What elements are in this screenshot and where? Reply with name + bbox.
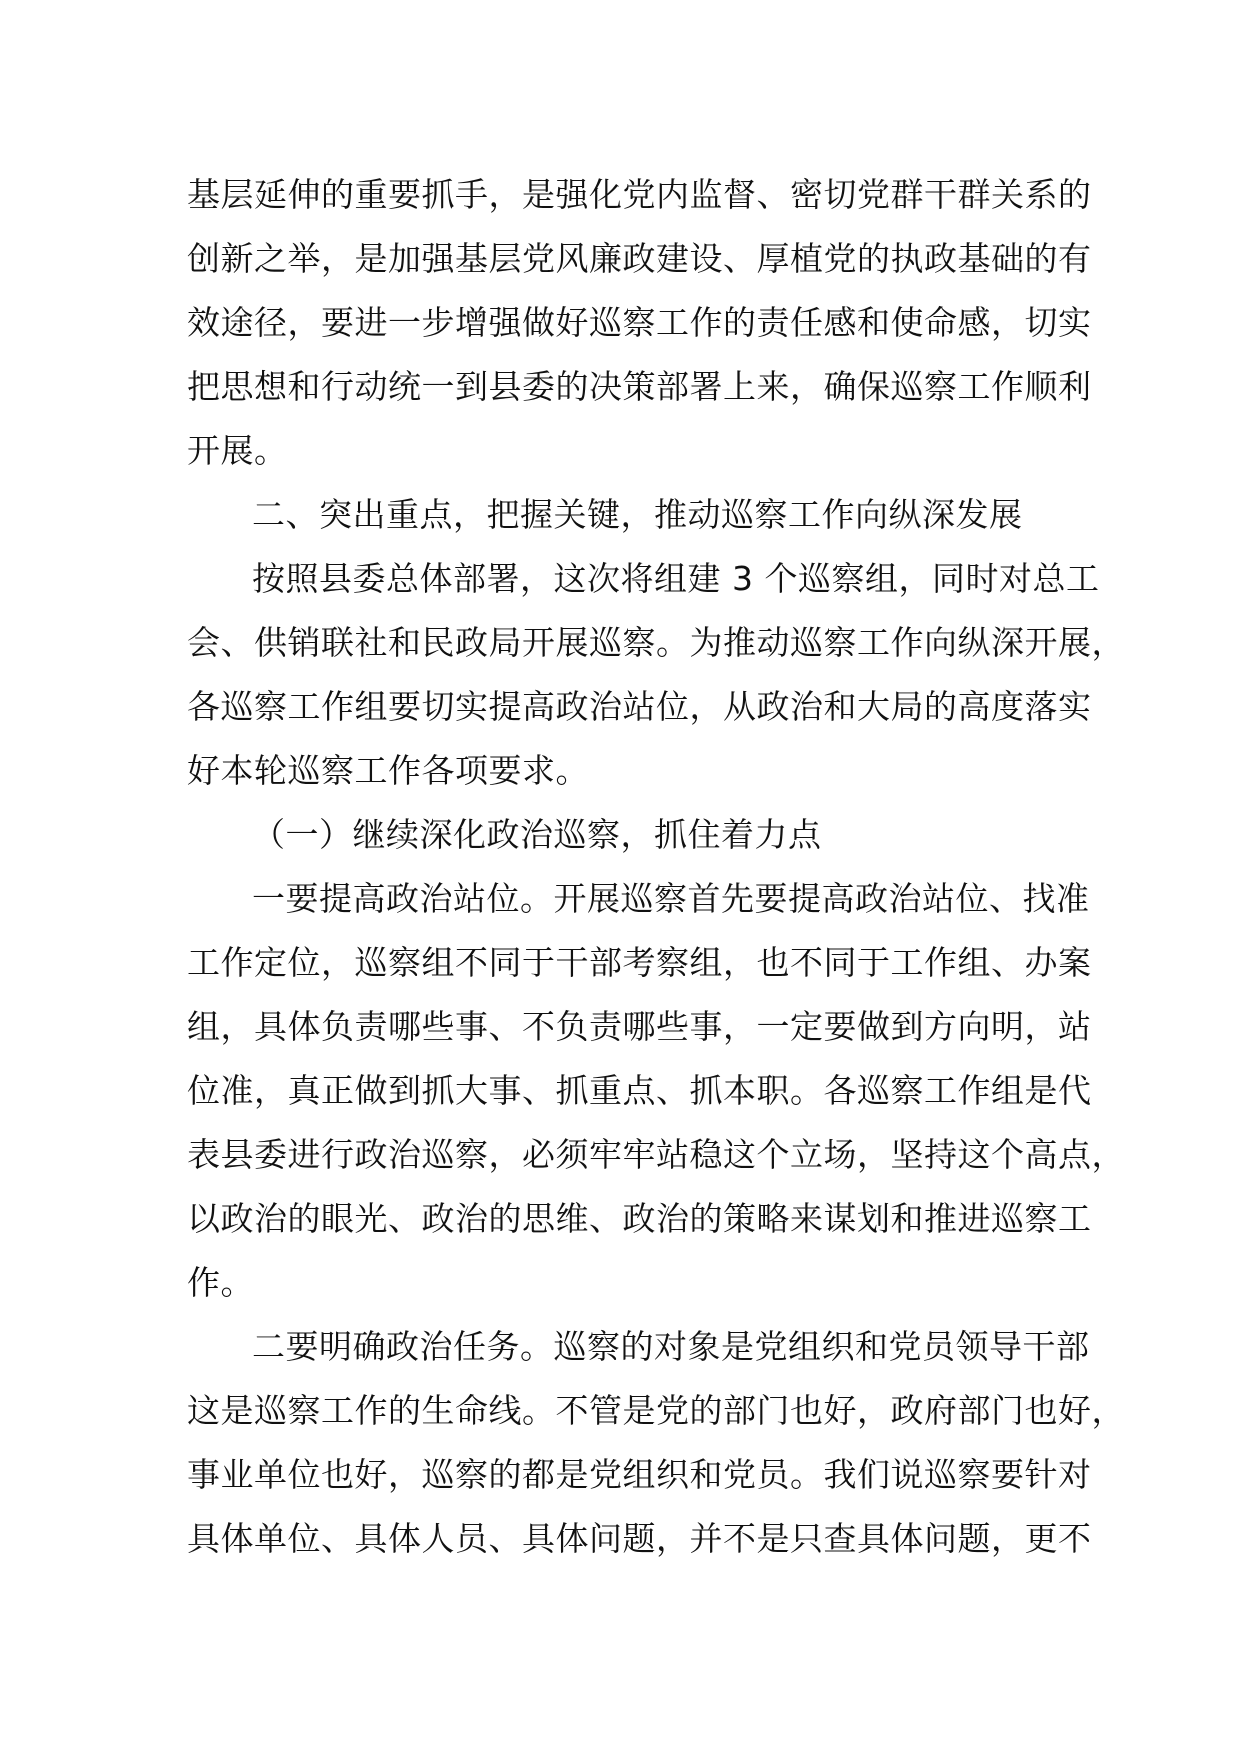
body-text-line: 一要提高政治站位。开展巡察首先要提高政治站位、找准 [252, 879, 1090, 918]
body-text-line: 工作定位，巡察组不同于干部考察组，也不同于工作组、办案 [187, 943, 1092, 982]
body-text-line: 各巡察工作组要切实提高政治站位，从政治和大局的高度落实 [187, 687, 1092, 726]
subsection-heading: （一）继续深化政治巡察，抓住着力点 [252, 815, 822, 854]
body-text-line: 效途径，要进一步增强做好巡察工作的责任感和使命感，切实 [187, 303, 1092, 342]
body-text-line: 会、供销联社和民政局开展巡察。为推动巡察工作向纵深开展， [187, 623, 1125, 662]
body-text-line: 事业单位也好，巡察的都是党组织和党员。我们说巡察要针对 [187, 1455, 1092, 1494]
body-text-line: 具体单位、具体人员、具体问题，并不是只查具体问题，更不 [187, 1519, 1092, 1558]
body-text-line: 这是巡察工作的生命线。不管是党的部门也好，政府部门也好， [187, 1391, 1125, 1430]
body-text-line: 好本轮巡察工作各项要求。 [187, 751, 589, 790]
section-heading: 二、突出重点，把握关键，推动巡察工作向纵深发展 [252, 495, 1023, 534]
body-text-line: 按照县委总体部署，这次将组建 3 个巡察组，同时对总工 [252, 559, 1100, 598]
body-text-line: 以政治的眼光、政治的思维、政治的策略来谋划和推进巡察工 [187, 1199, 1092, 1238]
body-text-line: 创新之举，是加强基层党风廉政建设、厚植党的执政基础的有 [187, 239, 1092, 278]
body-text-line: 表县委进行政治巡察，必须牢牢站稳这个立场，坚持这个高点， [187, 1135, 1125, 1174]
body-text-line: 基层延伸的重要抓手，是强化党内监督、密切党群干群关系的 [187, 175, 1092, 214]
body-text-line: 作。 [187, 1263, 254, 1302]
body-text-line: 把思想和行动统一到县委的决策部署上来，确保巡察工作顺利 [187, 367, 1092, 406]
body-text-line: 位准，真正做到抓大事、抓重点、抓本职。各巡察工作组是代 [187, 1071, 1092, 1110]
body-text-line: 组，具体负责哪些事、不负责哪些事，一定要做到方向明，站 [187, 1007, 1092, 1046]
body-text-line: 开展。 [187, 431, 288, 470]
body-text-line: 二要明确政治任务。巡察的对象是党组织和党员领导干部 [252, 1327, 1090, 1366]
